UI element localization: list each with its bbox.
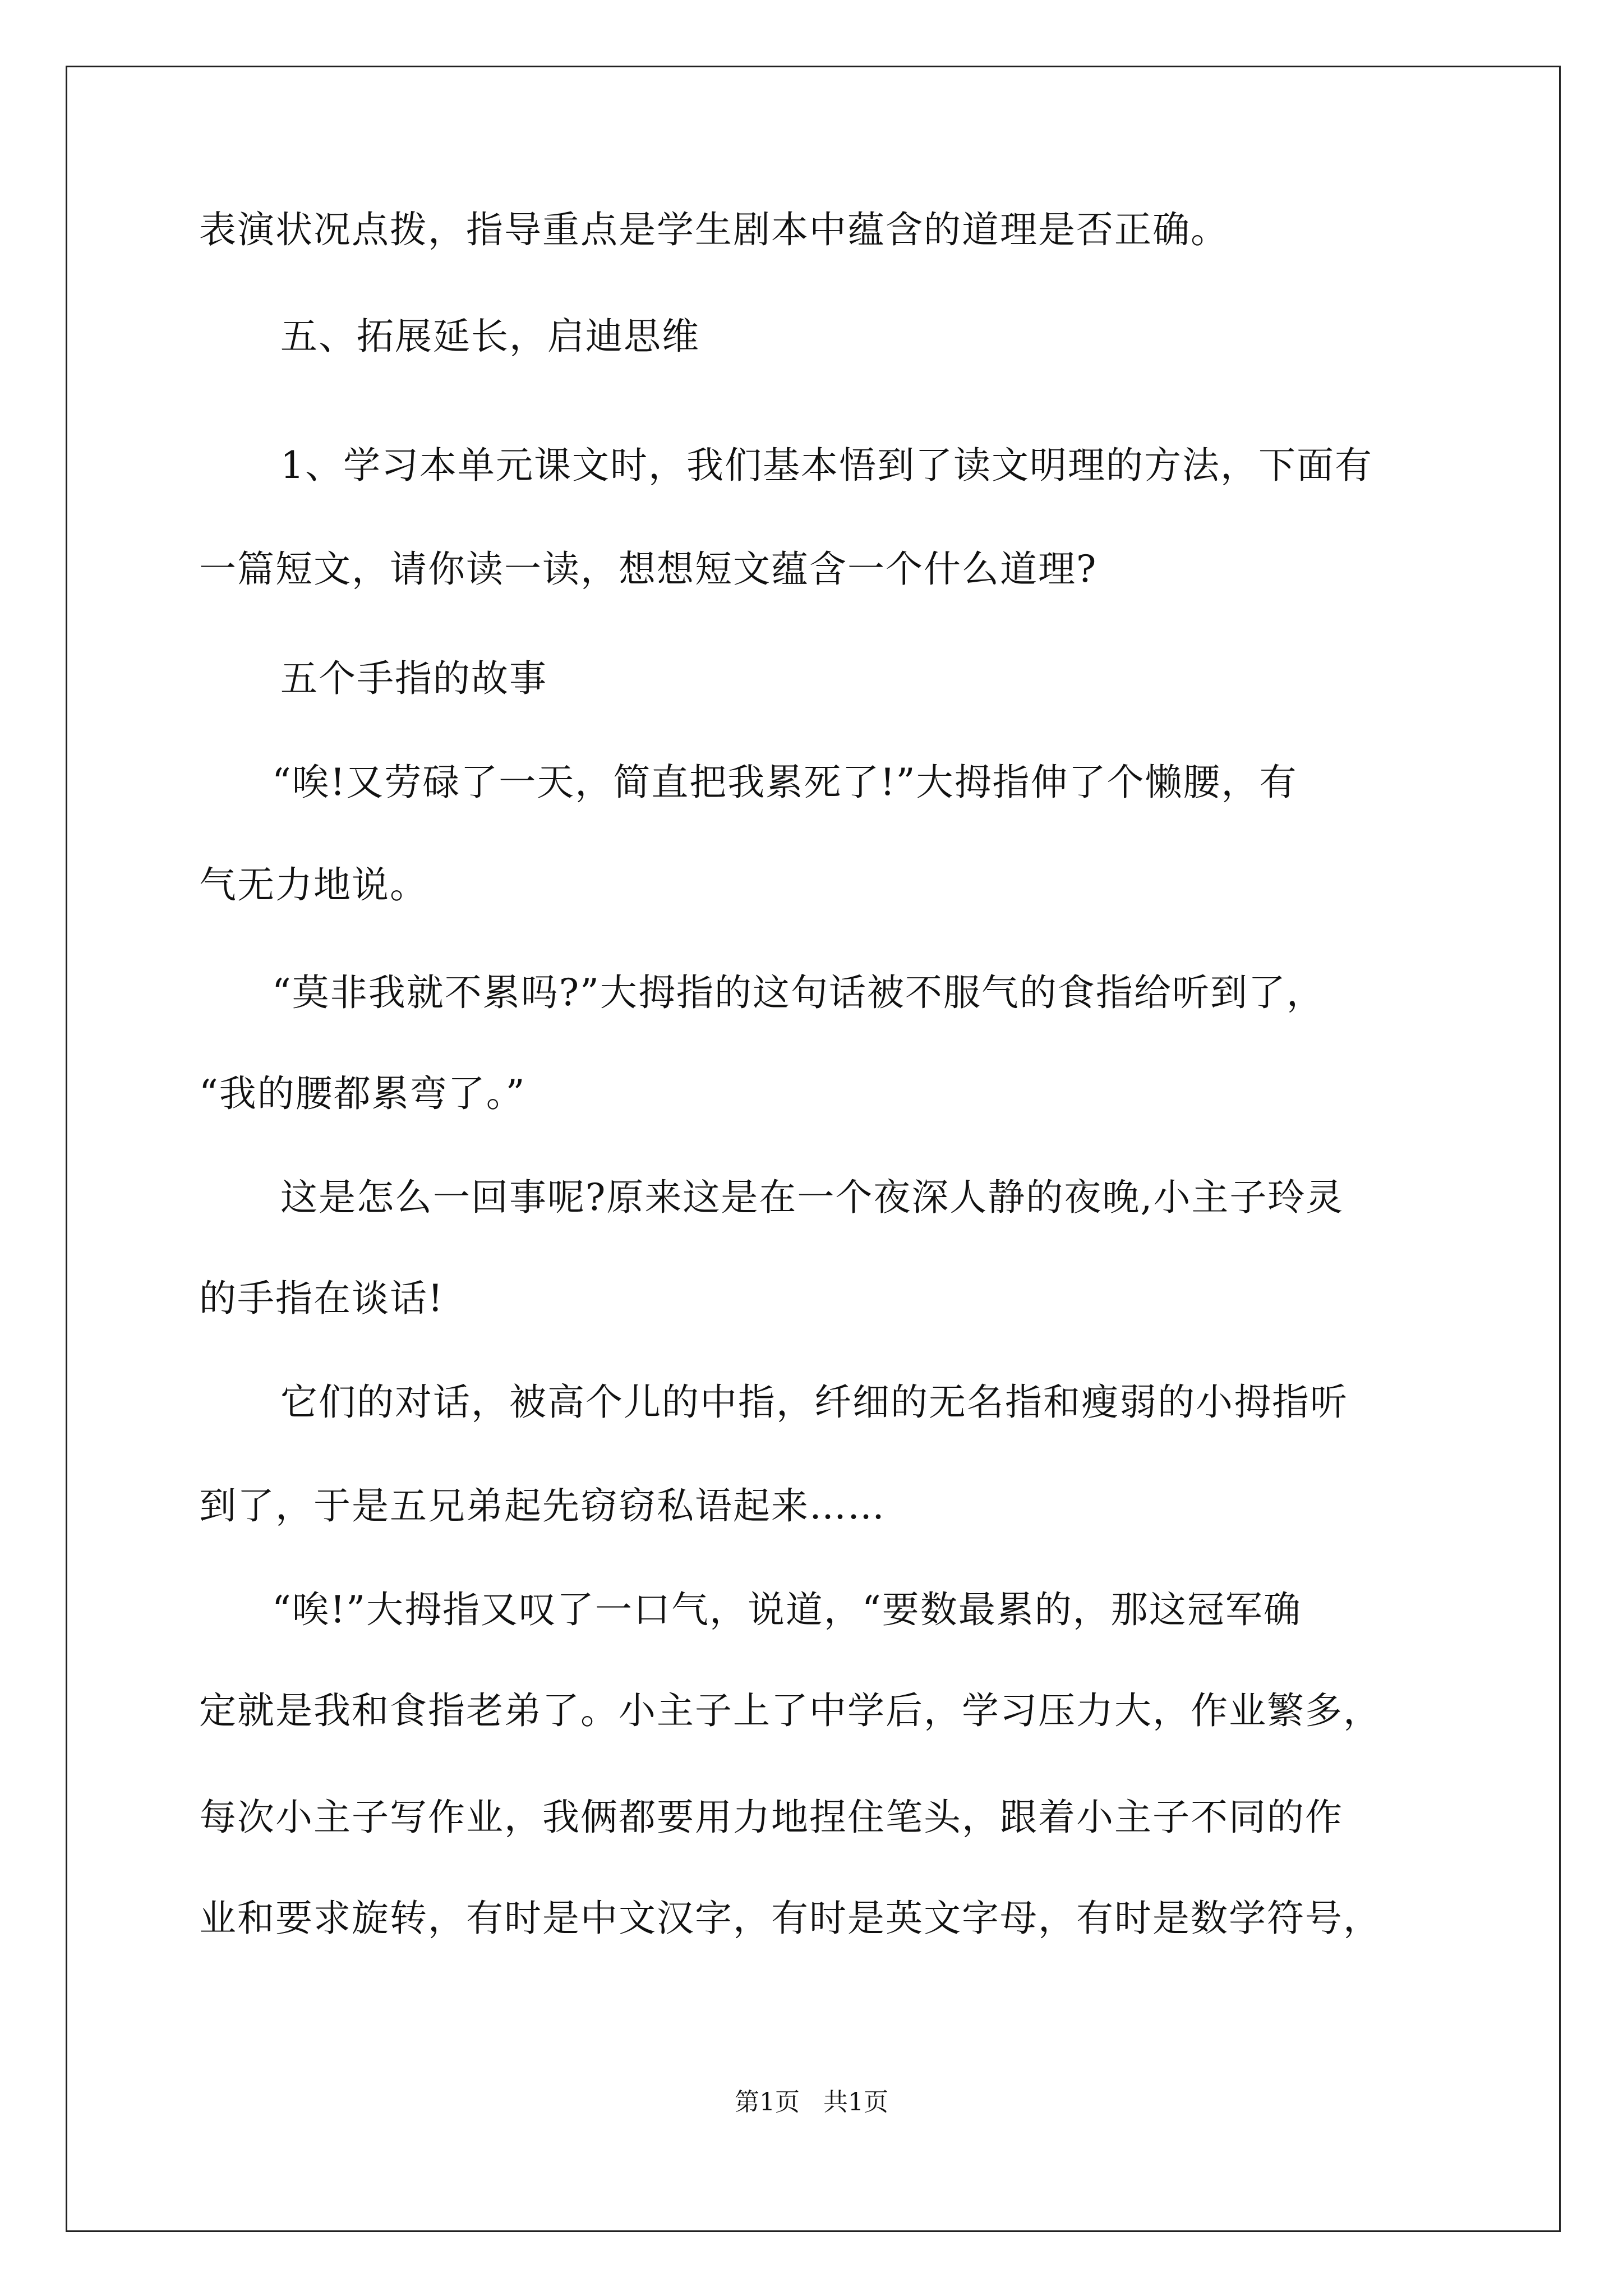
text-line: 每次小主子写作业，我俩都要用力地捏住笔头，跟着小主子不同的作: [199, 1796, 1343, 1839]
text-line: 1、学习本单元课文时，我们基本悟到了读文明理的方法，下面有: [280, 444, 1373, 487]
text-line: “唉!又劳碌了一天，简直把我累死了!”大拇指伸了个懒腰，有: [272, 761, 1298, 804]
text-line: “我的腰都累弯了。”: [199, 1072, 526, 1115]
page-total: 共1页: [823, 2088, 888, 2116]
text-line: 的手指在谈话!: [199, 1277, 444, 1320]
text-line: 到了，于是五兄弟起先窃窃私语起来……: [199, 1484, 886, 1527]
story-title: 五个手指的故事: [280, 657, 547, 700]
text-line: 气无力地说。: [199, 863, 428, 907]
text-line: “唉!”大拇指又叹了一口气，说道，“要数最累的，那这冠军确: [272, 1588, 1302, 1631]
section-heading: 五、拓展延长，启迪思维: [280, 315, 700, 358]
text-line: 这是怎么一回事呢?原来这是在一个夜深人静的夜晚,小主子玲灵: [280, 1176, 1344, 1219]
text-line: 业和要求旋转，有时是中文汉字，有时是英文字母，有时是数学符号，: [199, 1897, 1381, 1940]
text-line: 表演状况点拨，指导重点是学生剧本中蕴含的道理是否正确。: [199, 208, 1229, 251]
text-line: 定就是我和食指老弟了。小主子上了中学后，学习压力大，作业繁多，: [199, 1689, 1381, 1732]
text-line: 它们的对话，被高个儿的中指，纤细的无名指和瘦弱的小拇指听: [280, 1381, 1348, 1424]
text-line: 一篇短文，请你读一读，想想短文蕴含一个什么道理?: [199, 547, 1098, 591]
page-number: 第1页: [735, 2088, 800, 2116]
page-footer: [0, 2087, 1623, 2118]
text-line: “莫非我就不累吗?”大拇指的这句话被不服气的食指给听到了，: [272, 971, 1325, 1014]
